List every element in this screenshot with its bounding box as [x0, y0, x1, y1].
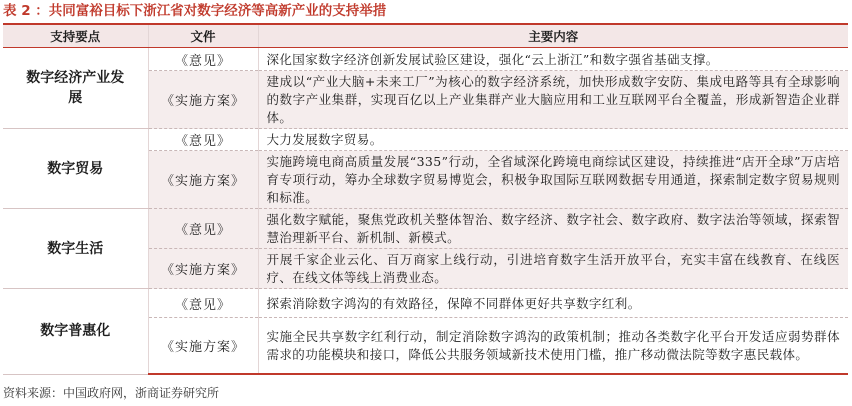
doc-cell: 《意见》: [148, 289, 258, 318]
doc-cell: 《实施方案》: [148, 151, 258, 209]
area-cell: 数字生活: [3, 209, 148, 289]
content-cell: 大力发展数字贸易。: [258, 129, 848, 151]
content-cell: 探索消除数字鸿沟的有效路径，保障不同群体更好共享数字红利。: [258, 289, 848, 318]
content-cell: 强化数字赋能，聚焦党政机关整体智治、数字经济、数字社会、数字政府、数字法治等领域，探索智慧治理新平台、新机制、新模式。: [258, 209, 848, 249]
content-cell: 深化国家数字经济创新发展试验区建设，强化“云上浙江”和数字强省基础支撑。: [258, 48, 848, 71]
table-title: 表 2 ：共同富裕目标下浙江省对数字经济等高新产业的支持举措: [3, 3, 387, 19]
header-area: 支持要点: [3, 24, 148, 48]
header-content: 主要内容: [258, 24, 848, 48]
area-label: 数字经济产业发展: [26, 70, 125, 106]
doc-cell: 《意见》: [148, 48, 258, 71]
header-doc: 文件: [148, 24, 258, 48]
content-cell: 实施跨境电商高质量发展“335”行动，全省域深化跨境电商综试区建设，持续推进“店开全球”万店培育专项行动，筹办全球数字贸易博览会，积极争取国际互联网数据专用通道，探索制定数字贸易规则和标准。: [258, 151, 848, 209]
doc-cell: 《意见》: [148, 209, 258, 249]
table-row: [3, 48, 848, 71]
content-cell: 开展千家企业云化、百万商家上线行动，引进培育数字生活开放平台，充实丰富在线教育、在线医疗、在线文体等线上消费业态。: [258, 249, 848, 289]
source-note: 资料来源：中国政府网，浙商证券研究所: [3, 386, 220, 400]
table-row: [3, 209, 848, 249]
table-row: [3, 129, 848, 151]
area-cell: 数字贸易: [3, 129, 148, 209]
doc-cell: 《实施方案》: [148, 318, 258, 375]
doc-cell: 《实施方案》: [148, 71, 258, 129]
table-row: [3, 289, 848, 318]
content-cell: 建成以“产业大脑+未来工厂”为核心的数字经济系统，加快形成数字安防、集成电路等具有全球影响的数字产业集群，实现百亿以上产业集群产业大脑应用和工业互联网平台全覆盖，形成新智造企业群体。: [258, 71, 848, 129]
doc-cell: 《意见》: [148, 129, 258, 151]
doc-cell: 《实施方案》: [148, 249, 258, 289]
header-row: [3, 24, 848, 48]
policy-table: [3, 23, 848, 375]
area-cell: 数字普惠化: [3, 289, 148, 375]
content-cell: 实施全民共享数字红利行动，制定消除数字鸿沟的政策机制；推动各类数字化平台开发适应弱势群体需求的功能模块和接口，降低公共服务领域新技术使用门槛，推广移动微法院等数字惠民载体。: [258, 318, 848, 375]
area-cell: [3, 48, 148, 129]
